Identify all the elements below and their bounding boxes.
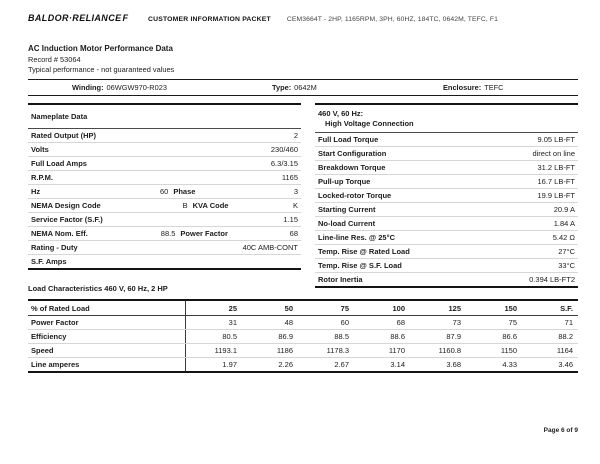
load-cell: 1178.3 (326, 346, 349, 355)
nameplate-table-header (28, 105, 301, 129)
load-cell: 73 (452, 318, 461, 327)
row-value-2: 3 (293, 187, 298, 196)
row-value: 16.7 LB-FT (537, 176, 575, 186)
row-value: 1.84 A (553, 218, 575, 228)
load-cell: 1164 (556, 346, 573, 355)
load-cell: 88.2 (558, 332, 573, 341)
hv-connection-row (315, 245, 578, 259)
hv-connection-row (315, 189, 578, 203)
row-label: R.P.M. (31, 173, 53, 182)
load-cell: 3.68 (446, 360, 461, 369)
row-value-2: 68 (289, 229, 298, 238)
row-label: Start Configuration (318, 148, 387, 158)
row-label: Service Factor (S.F.) (31, 215, 103, 224)
load-row-label: Efficiency (28, 330, 186, 343)
document-header (28, 13, 498, 23)
load-col-header: 125 (448, 303, 461, 313)
nameplate-table (28, 103, 301, 270)
load-cell: 87.9 (446, 332, 461, 341)
load-cell: 1150 (500, 346, 517, 355)
winding-item (272, 80, 317, 95)
row-label-2: Phase (173, 187, 196, 196)
load-row (28, 330, 578, 344)
load-col-header: 50 (284, 303, 293, 313)
row-label: NEMA Nom. Eff. (31, 229, 88, 238)
load-cell: 3.46 (558, 360, 573, 369)
winding-bar (28, 79, 578, 96)
row-label: Starting Current (318, 204, 376, 214)
load-cell: 1186 (276, 346, 293, 355)
load-cell: 86.6 (502, 332, 517, 341)
row-value: direct on line (532, 148, 575, 158)
row-label: Rating - Duty (31, 243, 78, 252)
hv-connection-row (315, 203, 578, 217)
row-label: Temp. Rise @ S.F. Load (318, 260, 402, 270)
load-col-header: 100 (392, 303, 405, 313)
row-label-2: Power Factor (180, 229, 228, 238)
row-value: 31.2 LB-FT (537, 162, 575, 172)
row-label: Breakdown Torque (318, 162, 386, 172)
hv-title-line2: High Voltage Connection (325, 118, 414, 128)
row-value: 1165 (281, 173, 298, 182)
nameplate-row (28, 185, 301, 199)
row-label: Volts (31, 145, 49, 154)
hv-connection-row (315, 273, 578, 288)
hv-connection-row (315, 175, 578, 189)
winding-item (72, 80, 167, 95)
load-row (28, 316, 578, 330)
winding-item-value: TEFC (484, 83, 504, 92)
disclaimer-text: Typical performance - not guaranteed values (28, 65, 175, 75)
load-cell: 88.6 (390, 332, 405, 341)
load-characteristics-table (28, 299, 578, 373)
load-col-header: S.F. (560, 303, 573, 313)
load-row-label: Line amperes (28, 358, 186, 371)
load-cell: 75 (508, 318, 517, 327)
row-value: 33°C (558, 260, 575, 270)
load-cell: 1193.1 (214, 346, 237, 355)
hv-connection-row (315, 231, 578, 245)
row-value: 1.15 (283, 215, 298, 224)
row-label-2: KVA Code (192, 201, 229, 210)
row-value: 19.9 LB-FT (537, 190, 575, 200)
load-col-header: 150 (504, 303, 517, 313)
nameplate-table-title: Nameplate Data (31, 112, 88, 122)
row-label: No-load Current (318, 218, 376, 228)
hv-connection-rows (315, 133, 578, 288)
load-cell: 88.5 (334, 332, 349, 341)
row-label: Rotor Inertia (318, 274, 363, 284)
nameplate-row (28, 143, 301, 157)
hv-title-line1: 460 V, 60 Hz: (318, 109, 364, 118)
brand-logo: BALDOR·RELIANCE (28, 13, 122, 23)
hv-connection-row (315, 217, 578, 231)
nameplate-row (28, 255, 301, 270)
load-cell: 68 (396, 318, 405, 327)
row-label: Full Load Torque (318, 134, 379, 144)
row-value: B (182, 201, 188, 210)
nameplate-row (28, 171, 301, 185)
load-col-header: 75 (340, 303, 349, 313)
load-cell: 80.5 (222, 332, 237, 341)
performance-tables (28, 103, 578, 288)
row-label: Line-line Res. @ 25°C (318, 232, 395, 242)
load-cell: 60 (340, 318, 349, 327)
row-value-2: K (292, 201, 298, 210)
row-label: Rated Output (HP) (31, 131, 96, 140)
row-label: S.F. Amps (31, 257, 67, 266)
row-value: 0.394 LB-FT2 (529, 274, 575, 284)
load-cell: 31 (228, 318, 237, 327)
row-value: 88.5 (160, 229, 176, 238)
hv-connection-row (315, 133, 578, 147)
document-type-label: CUSTOMER INFORMATION PACKET (148, 16, 271, 23)
nameplate-row (28, 241, 301, 255)
row-label: Locked-rotor Torque (318, 190, 392, 200)
load-cell: 48 (284, 318, 293, 327)
row-value: 27°C (558, 246, 575, 256)
row-value: 40C AMB-CONT (242, 243, 298, 252)
load-cell: 71 (564, 318, 573, 327)
load-row (28, 344, 578, 358)
page-title: AC Induction Motor Performance Data (28, 44, 173, 53)
load-cell: 2.67 (334, 360, 349, 369)
load-cell: 1160.8 (438, 346, 461, 355)
load-cell: 3.14 (390, 360, 405, 369)
winding-item-label: Type: (272, 83, 292, 92)
hv-connection-table (315, 103, 578, 288)
row-label: Full Load Amps (31, 159, 87, 168)
nameplate-row (28, 227, 301, 241)
load-characteristics-title: Load Characteristics 460 V, 60 Hz, 2 HP (28, 284, 168, 293)
row-label: Temp. Rise @ Rated Load (318, 246, 410, 256)
title-block (28, 43, 174, 76)
nameplate-row (28, 213, 301, 227)
load-row-label: Speed (28, 344, 186, 357)
row-value: 230/460 (270, 145, 298, 154)
winding-item-value: 0642M (294, 83, 317, 92)
row-label: Pull-up Torque (318, 176, 371, 186)
winding-item-label: Enclosure: (443, 83, 482, 92)
row-label: Hz (31, 187, 41, 196)
load-table-rows (28, 316, 578, 373)
record-number: Record # 53064 (28, 54, 81, 64)
nameplate-row (28, 199, 301, 213)
load-col-header: 25 (228, 303, 237, 313)
load-cell: 1170 (388, 346, 405, 355)
row-value: 60 (160, 187, 169, 196)
load-col-header-label: % of Rated Load (28, 301, 186, 315)
hv-connection-row (315, 259, 578, 273)
row-value: 5.42 Ω (552, 232, 575, 242)
winding-item-value: 06WGW970-R023 (106, 83, 167, 92)
hv-connection-table-header (315, 105, 578, 133)
nameplate-rows (28, 129, 301, 270)
nameplate-row (28, 157, 301, 171)
load-row-label: Power Factor (28, 316, 186, 329)
page-number: Page 6 of 9 (543, 427, 578, 434)
hv-connection-row (315, 161, 578, 175)
row-label: NEMA Design Code (31, 201, 101, 210)
load-cell: 86.9 (278, 332, 293, 341)
load-cell: 1.97 (222, 360, 237, 369)
nameplate-row (28, 129, 301, 143)
brand-logo-mark: F (122, 13, 128, 23)
load-table-header-row (28, 301, 578, 316)
motor-model-spec: CEM3664T - 2HP, 1165RPM, 3PH, 60HZ, 184TC, 0642M, TEFC, F1 (286, 16, 499, 23)
load-cell: 2.26 (278, 360, 293, 369)
row-value: 9.05 LB-FT (537, 134, 575, 144)
row-value: 6.3/3.15 (270, 159, 298, 168)
winding-item (443, 80, 504, 95)
row-value: 2 (293, 131, 298, 140)
row-value: 20.9 A (553, 204, 575, 214)
load-row (28, 358, 578, 373)
winding-item-label: Winding: (72, 83, 104, 92)
load-cell: 4.33 (502, 360, 517, 369)
hv-connection-row (315, 147, 578, 161)
